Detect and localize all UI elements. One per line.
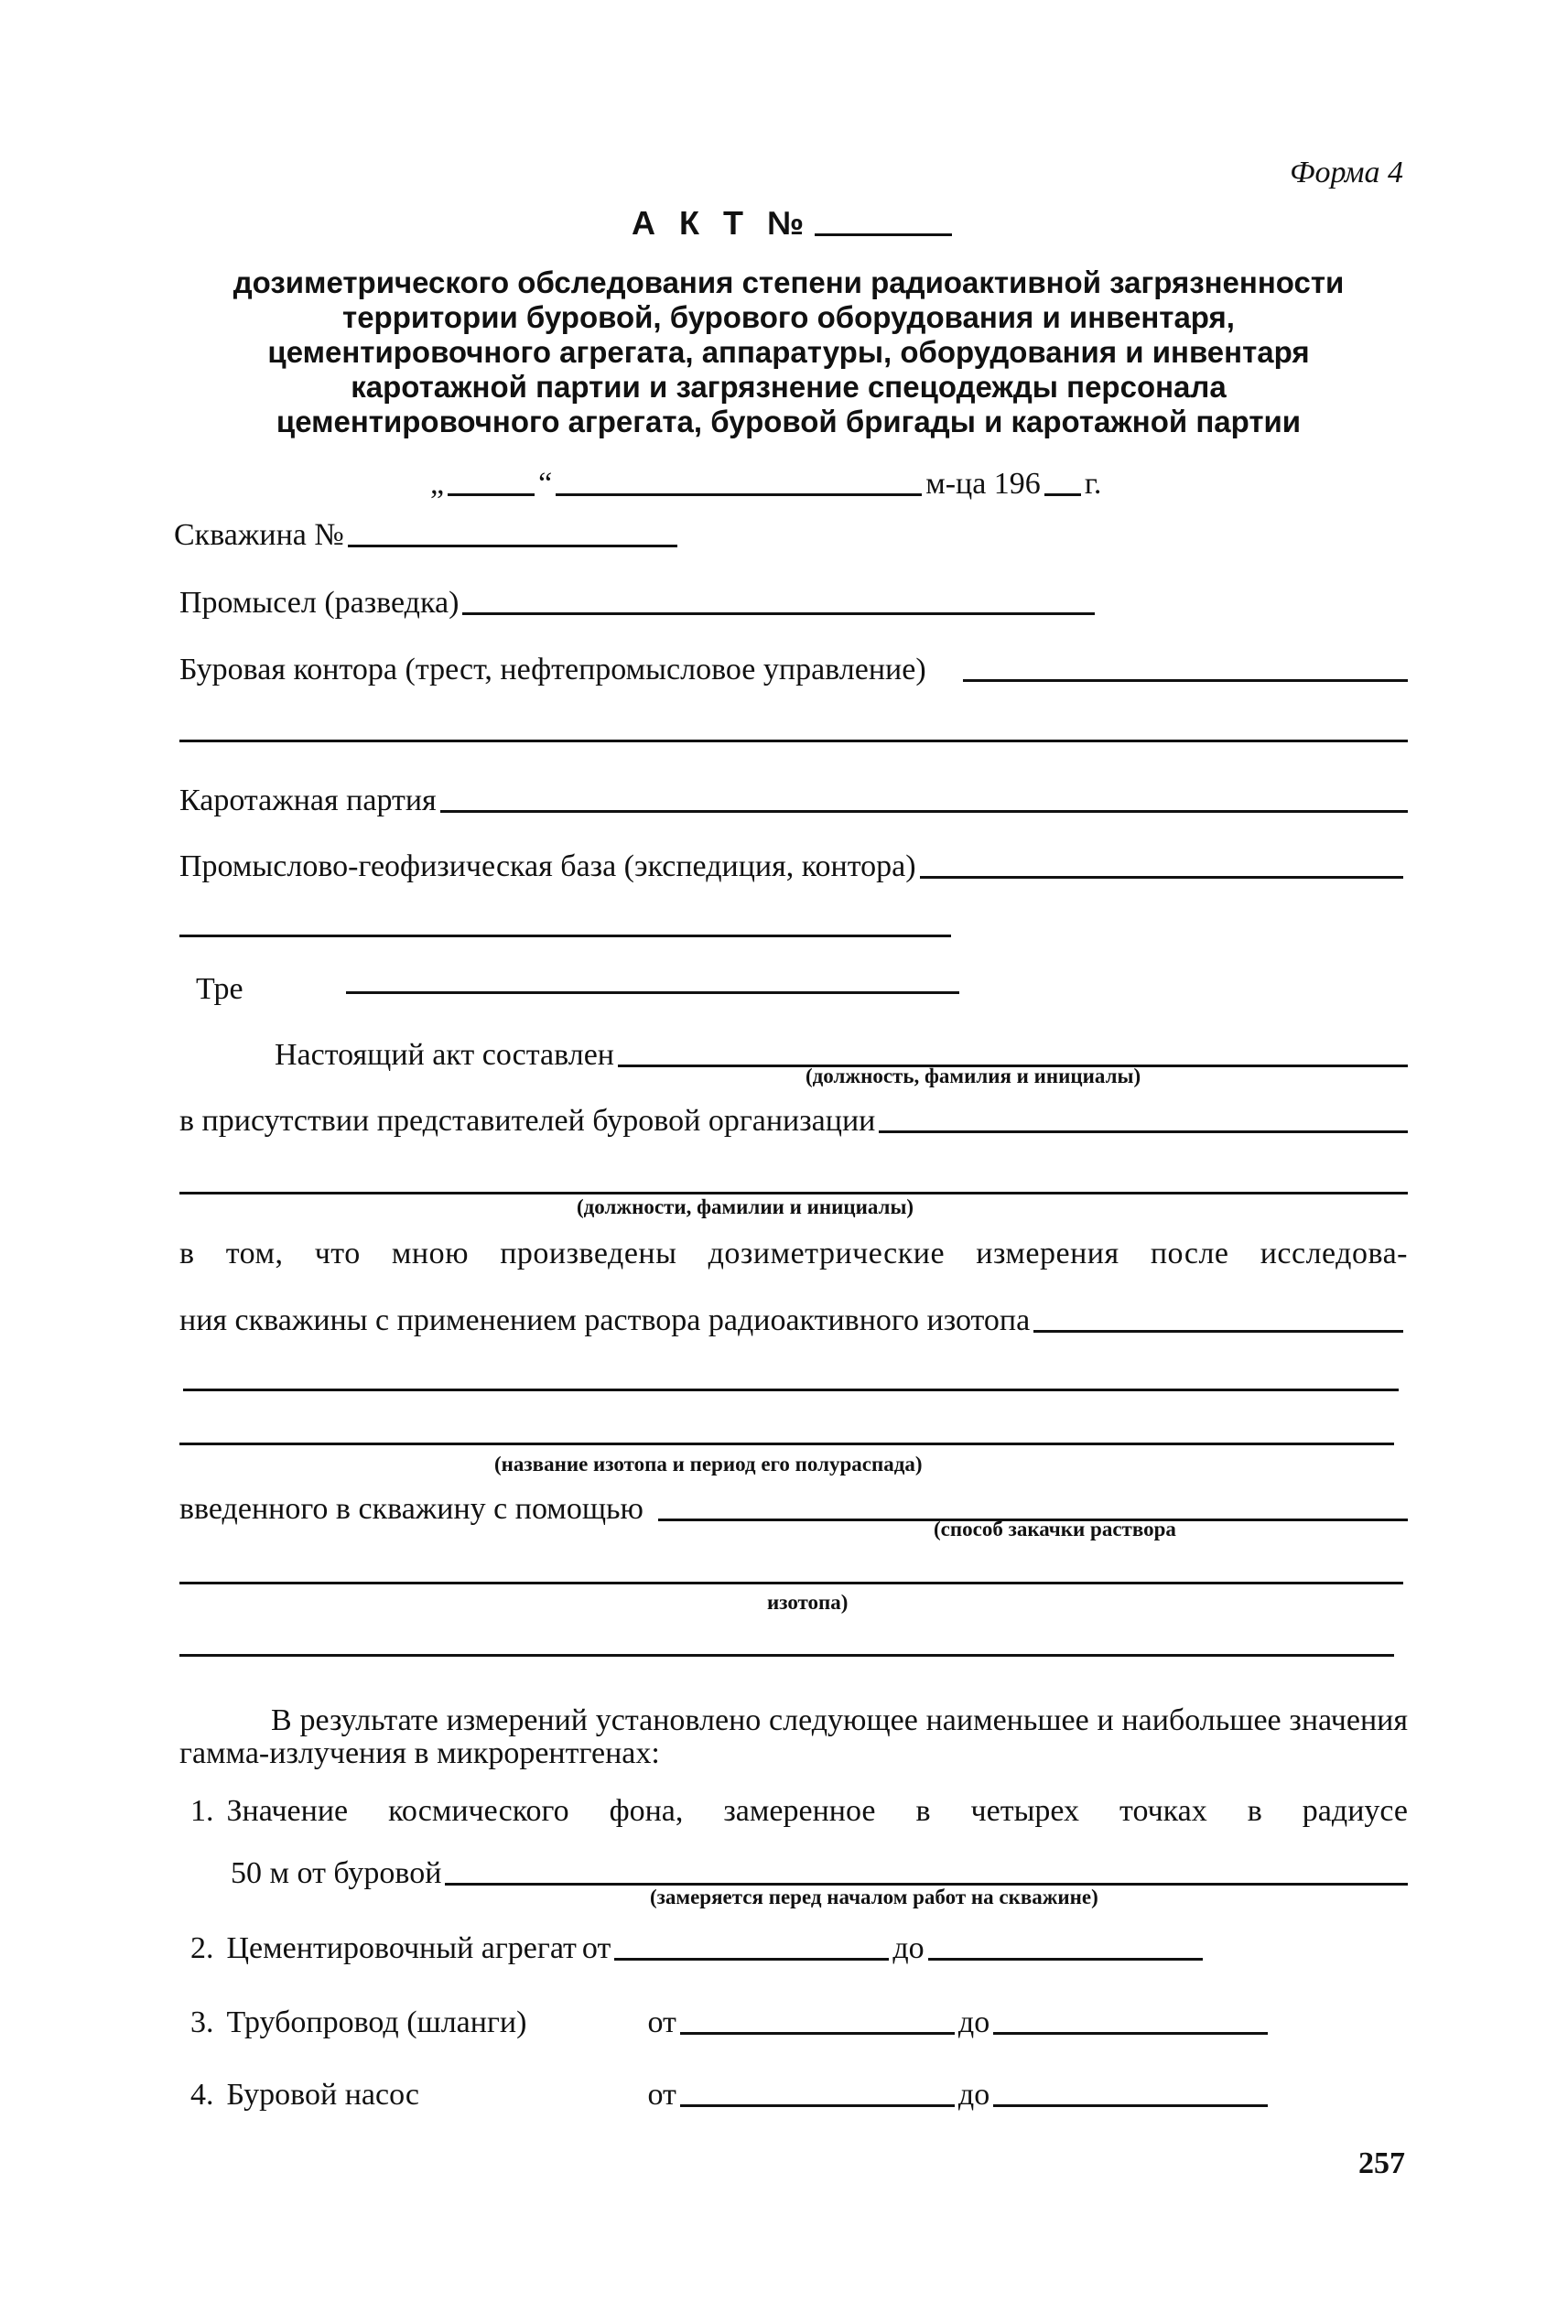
act-title-text: А К Т № xyxy=(632,204,812,242)
logging-party-label: Каротажная партия xyxy=(179,784,437,817)
item-text: Цементировочный агрегат xyxy=(226,1931,577,1965)
date-line xyxy=(430,469,1101,500)
composed-by-caption: (должность, фамилия и инициалы) xyxy=(806,1065,1141,1087)
method-caption-2: изотопа) xyxy=(767,1591,849,1614)
well-field xyxy=(174,520,677,551)
item-3 xyxy=(190,2007,1271,2038)
title-line: цементировочного агрегата, аппаратуры, оборудования и инвентаря xyxy=(267,335,1310,369)
item-text: Значение космического фона, замеренное в четырех точках в радиусе xyxy=(226,1794,1408,1828)
item-4 xyxy=(190,2080,1271,2111)
isotope-caption: (название изотопа и период его полураспада) xyxy=(494,1453,923,1475)
from-label: от xyxy=(581,1931,611,1965)
to-blank[interactable] xyxy=(928,1958,1203,1961)
well-blank[interactable] xyxy=(348,545,677,547)
composed-by-label: Настоящий акт составлен xyxy=(275,1038,614,1072)
geophys-base-blank-2[interactable] xyxy=(179,935,951,937)
from-label: от xyxy=(647,2078,676,2112)
from-blank[interactable] xyxy=(614,1958,889,1961)
introduced-label: введенного в скважину с помощью xyxy=(179,1492,643,1526)
method-blank-2[interactable] xyxy=(179,1582,1403,1584)
to-blank[interactable] xyxy=(993,2104,1268,2107)
measurement-line-2 xyxy=(179,1305,1403,1336)
to-blank[interactable] xyxy=(993,2032,1268,2035)
in-presence-label: в присутствии представителей буровой организации xyxy=(179,1104,876,1138)
item-1 xyxy=(190,1796,1408,1827)
field-blank[interactable] xyxy=(462,612,1095,615)
isotope-blank[interactable] xyxy=(1033,1330,1403,1333)
document-title xyxy=(156,265,1422,439)
to-label: до xyxy=(957,2078,990,2112)
logging-party-field xyxy=(179,785,1408,816)
field-label: Промысел (разведка) xyxy=(179,586,460,620)
month-blank[interactable] xyxy=(556,493,922,496)
to-label: до xyxy=(892,1931,925,1965)
to-label: до xyxy=(957,2005,990,2039)
item-number: 1. xyxy=(190,1794,214,1828)
item-1-caption: (замеряется перед началом работ на скважине) xyxy=(650,1886,1098,1908)
close-quote: “ xyxy=(538,467,553,501)
item-text: Трубопровод (шланги) xyxy=(226,2005,527,2039)
open-quote: „ xyxy=(430,467,445,501)
results-intro: В результате измерений установлено следующее наименьшее и наибольшее значения гамма-излучения в микрорентгенах: xyxy=(179,1703,1408,1770)
measurement-line-1: в том, что мною произведены дозиметрические измерения после исследова- xyxy=(179,1237,1408,1270)
drilling-office-label: Буровая контора (трест, нефтепромысловое управление) xyxy=(179,653,926,686)
geophys-base-field xyxy=(179,851,1403,882)
form-label: Форма 4 xyxy=(1290,156,1403,189)
well-label: Скважина № xyxy=(174,518,344,552)
item-text: Буровой насос xyxy=(226,2078,420,2112)
item-text: 50 м от буровой xyxy=(231,1856,442,1890)
method-blank-3[interactable] xyxy=(179,1654,1394,1657)
drilling-office-blank-2[interactable] xyxy=(179,740,1408,742)
drilling-office-field xyxy=(179,654,1408,686)
from-label: от xyxy=(647,2005,676,2039)
geophys-base-label: Промыслово-геофизическая база (экспедиция, контора) xyxy=(179,849,916,883)
geophys-base-blank[interactable] xyxy=(920,876,1403,879)
isotope-blank-2[interactable] xyxy=(183,1389,1399,1391)
title-line: территории буровой, бурового оборудования и инвентаря, xyxy=(342,300,1235,334)
isotope-label: ния скважины с применением раствора радиоактивного изотопа xyxy=(179,1303,1031,1337)
logging-party-blank[interactable] xyxy=(440,810,1408,813)
in-presence-caption: (должности, фамилии и инициалы) xyxy=(577,1195,914,1218)
day-blank[interactable] xyxy=(448,493,535,496)
year-label: г. xyxy=(1084,467,1102,501)
from-blank[interactable] xyxy=(680,2104,955,2107)
isotope-blank-3[interactable] xyxy=(179,1443,1394,1445)
item-number: 2. xyxy=(190,1931,214,1965)
item-number: 4. xyxy=(190,2078,214,2112)
trust-blank[interactable] xyxy=(346,991,959,994)
in-presence-field xyxy=(179,1106,1408,1137)
from-blank[interactable] xyxy=(680,2032,955,2035)
in-presence-blank[interactable] xyxy=(879,1130,1408,1133)
title-line: цементировочного агрегата, буровой бригады и каротажной партии xyxy=(276,405,1302,438)
item-2 xyxy=(190,1933,1206,1964)
introduced-field xyxy=(179,1494,1408,1525)
method-caption-1: (способ закачки раствора xyxy=(934,1518,1176,1540)
item-1-cont xyxy=(231,1858,1408,1889)
title-line: дозиметрического обследования степени радиоактивной загрязненности xyxy=(232,265,1345,299)
title-line: каротажной партии и загрязнение спецодежды персонала xyxy=(351,370,1227,404)
act-title xyxy=(632,204,956,242)
trust-label: Тре xyxy=(196,972,243,1006)
year-blank[interactable] xyxy=(1044,493,1081,496)
act-number-blank[interactable] xyxy=(815,233,952,236)
month-label: м-ца 196 xyxy=(925,467,1041,501)
in-presence-blank-2[interactable] xyxy=(179,1192,1408,1194)
drilling-office-blank[interactable] xyxy=(963,679,1408,682)
item-number: 3. xyxy=(190,2005,214,2039)
field-field xyxy=(179,588,1095,619)
page-number: 257 xyxy=(1358,2146,1405,2180)
